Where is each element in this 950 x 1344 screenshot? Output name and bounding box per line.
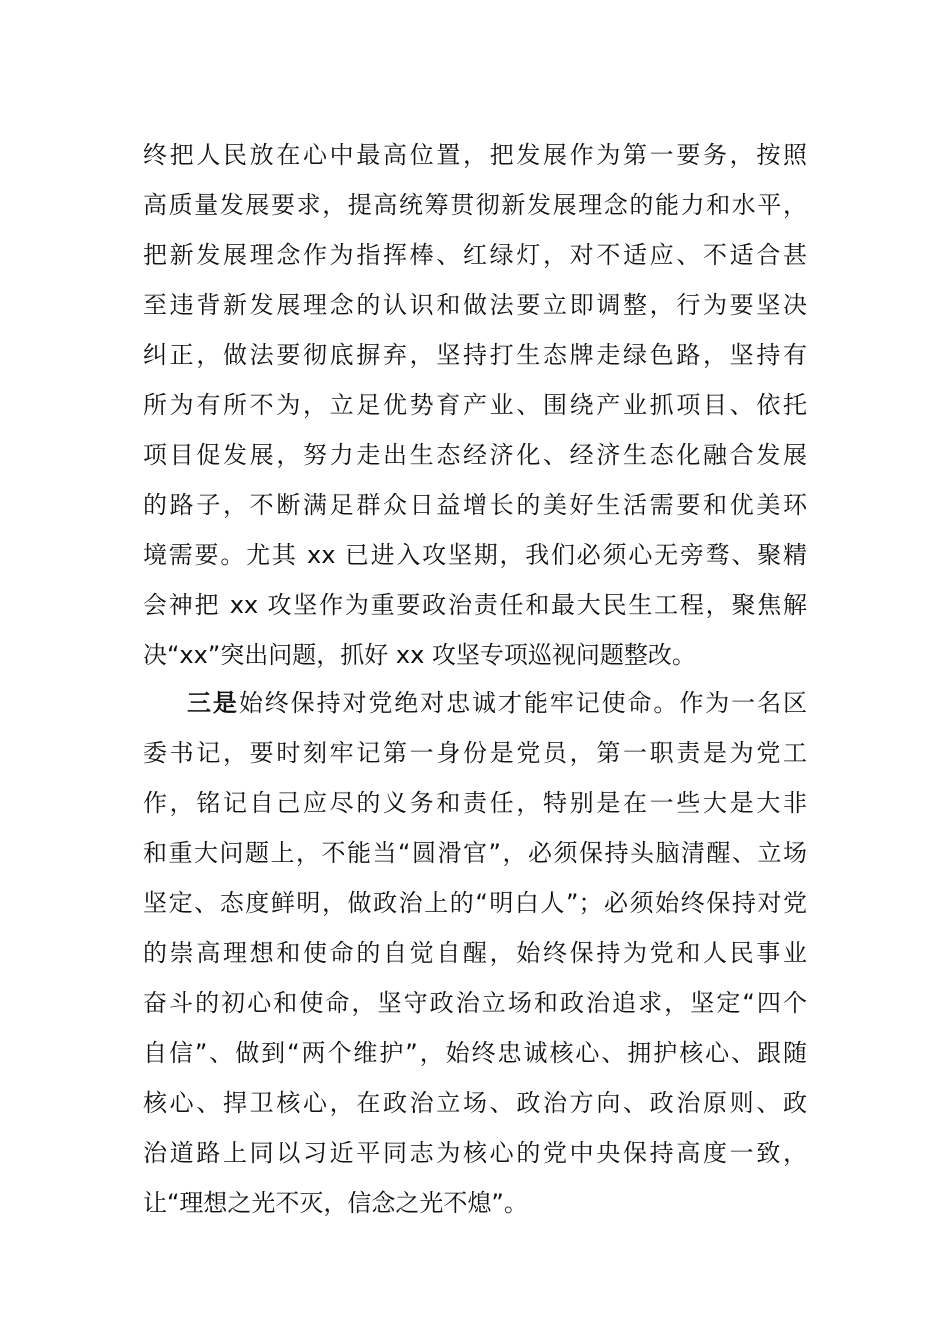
text-line: 的路子，不断满足群众日益增长的美好生活需要和优美环 (143, 491, 807, 519)
text-line: 纠正，做法要彻底摒弃，坚持打生态牌走绿色路，坚持有 (143, 341, 807, 369)
paragraph-2 (143, 678, 807, 1228)
text-line: 项目促发展，努力走出生态经济化、经济生态化融合发展 (143, 441, 807, 469)
text-line: 把新发展理念作为指挥棒、红绿灯，对不适应、不适合甚 (143, 241, 807, 269)
text-line: 委书记，要时刻牢记第一身份是党员，第一职责是为党工 (143, 739, 807, 767)
text-line: 至违背新发展理念的认识和做法要立即调整，行为要坚决 (143, 291, 807, 319)
text-line: 决“xx”突出问题，抓好 xx 攻坚专项巡视问题整改。 (143, 641, 696, 669)
paragraph-1 (143, 130, 807, 680)
text-line: 所为有所不为，立足优势育产业、围绕产业抓项目、依托 (143, 391, 807, 419)
text-line: 让“理想之光不灭，信念之光不熄”。 (143, 1189, 528, 1217)
text-line: 的崇高理想和使命的自觉自醒，始终保持为党和人民事业 (143, 939, 807, 967)
text-line: 自信”、做到“两个维护”，始终忠诚核心、拥护核心、跟随 (143, 1039, 807, 1067)
text-line: 核心、捍卫核心，在政治立场、政治方向、政治原则、政 (143, 1089, 807, 1117)
text-line: 境需要。尤其 xx 已进入攻坚期，我们必须心无旁骛、聚精 (143, 541, 807, 569)
text-line-rest: 始终保持对党绝对忠诚才能牢记使命。作为一名区 (238, 689, 808, 717)
paragraph-2-first-line (143, 678, 807, 728)
text-line: 终把人民放在心中最高位置，把发展作为第一要务，按照 (143, 141, 807, 169)
text-line: 和重大问题上，不能当“圆滑官”，必须保持头脑清醒、立场 (143, 839, 807, 867)
text-line: 作，铭记自己应尽的义务和责任，特别是在一些大是大非 (143, 789, 807, 817)
text-line: 会神把 xx 攻坚作为重要政治责任和最大民生工程，聚焦解 (143, 591, 807, 619)
text-line: 治道路上同以习近平同志为核心的党中央保持高度一致， (143, 1139, 807, 1167)
text-line: 坚定、态度鲜明，做政治上的“明白人”；必须始终保持对党 (143, 889, 807, 917)
text-line: 奋斗的初心和使命，坚守政治立场和政治追求，坚定“四个 (143, 989, 807, 1017)
paragraph-lead: 三是 (187, 689, 239, 717)
text-line: 高质量发展要求，提高统筹贯彻新发展理念的能力和水平， (143, 191, 807, 219)
